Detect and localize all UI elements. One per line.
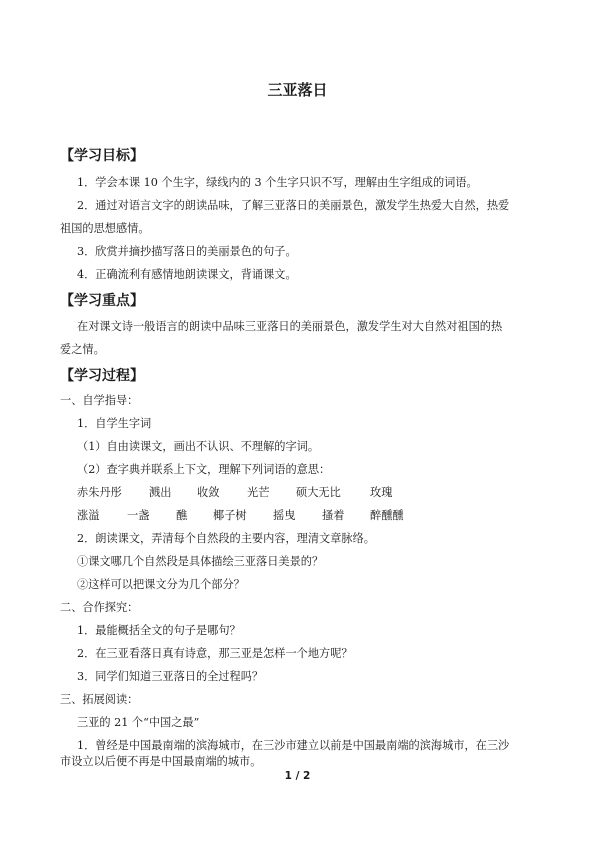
vocab-word: 玫瑰 [370, 486, 393, 499]
vocab-word: 涨溢 [77, 509, 100, 522]
extended-reading-p1-continued: 市设立以后便不再是中国最南端的城市。 [60, 755, 262, 768]
process-part1-title: 一、自学指导： [60, 394, 139, 407]
section-heading-process: 【学习过程】 [60, 368, 144, 384]
self-study-question-2: ②这样可以把课文分为几个部分？ [77, 578, 245, 591]
vocab-word: 醉醺醺 [370, 509, 404, 522]
vocab-word: 赤朱丹彤 [77, 486, 122, 499]
cooperative-item-2: 2．在三亚看落日真有诗意，那三亚是怎样一个地方呢？ [77, 647, 353, 660]
self-study-sub2: 2．朗读课文，弄清每个自然段的主要内容，理清文章脉络。 [77, 532, 375, 545]
cooperative-item-3: 3．同学们知道三亚落日的全过程吗？ [77, 670, 264, 683]
vocab-word: 摇曳 [273, 509, 296, 522]
extended-reading-intro: 三亚的 21 个“中国之最” [77, 716, 200, 729]
page-number: 1 / 2 [284, 770, 311, 782]
self-study-sub1b: （2）查字典并联系上下文，理解下列词语的意思： [77, 463, 331, 476]
cooperative-item-1: 1．最能概括全文的句子是哪句？ [77, 624, 241, 637]
section-heading-goals: 【学习目标】 [60, 148, 144, 164]
section-heading-focus: 【学习重点】 [60, 293, 144, 309]
vocab-word: 醮 [176, 509, 188, 522]
process-part3-title: 三、拓展阅读： [60, 693, 139, 706]
extended-reading-p1: 1．曾经是中国最南端的滨海城市，在三沙市建立以前是中国最南端的滨海城市，在三沙 [77, 739, 510, 752]
goal-item-1: 1．学会本课 10 个生字，绿线内的 3 个生字只识不写，理解由生字组成的词语。 [77, 176, 478, 189]
vocab-word: 硕大无比 [296, 486, 341, 499]
vocab-word: 一盏 [127, 509, 150, 522]
vocab-word: 光芒 [247, 486, 270, 499]
goal-item-4: 4．正确流利有感情地朗读课文，背诵课文。 [77, 268, 297, 281]
focus-line-2: 爱之情。 [60, 343, 105, 356]
self-study-sub1a: （1）自由读课文，画出不认识、不理解的字词。 [77, 440, 320, 453]
vocab-word: 收敛 [197, 486, 220, 499]
goal-item-2: 2．通过对语言文字的朗读品味，了解三亚落日的美丽景色，激发学生热爱大自然，热爱 [77, 199, 510, 212]
self-study-question-1: ①课文哪几个自然段是具体描绘三亚落日美景的？ [77, 555, 324, 568]
vocab-word: 搔着 [322, 509, 345, 522]
vocab-word: 椰子树 [213, 509, 247, 522]
focus-line-1: 在对课文诗一般语言的朗读中品味三亚落日的美丽景色，激发学生对大自然对祖国的热 [77, 320, 503, 333]
self-study-sub1: 1．自学生字词 [77, 417, 152, 430]
goal-item-2-continued: 祖国的思想感情。 [60, 222, 150, 235]
page-title: 三亚落日 [267, 81, 328, 99]
vocab-word: 溅出 [149, 486, 172, 499]
process-part2-title: 二、合作探究： [60, 601, 139, 614]
goal-item-3: 3．欣赏并摘抄描写落日的美丽景色的句子。 [77, 245, 297, 258]
